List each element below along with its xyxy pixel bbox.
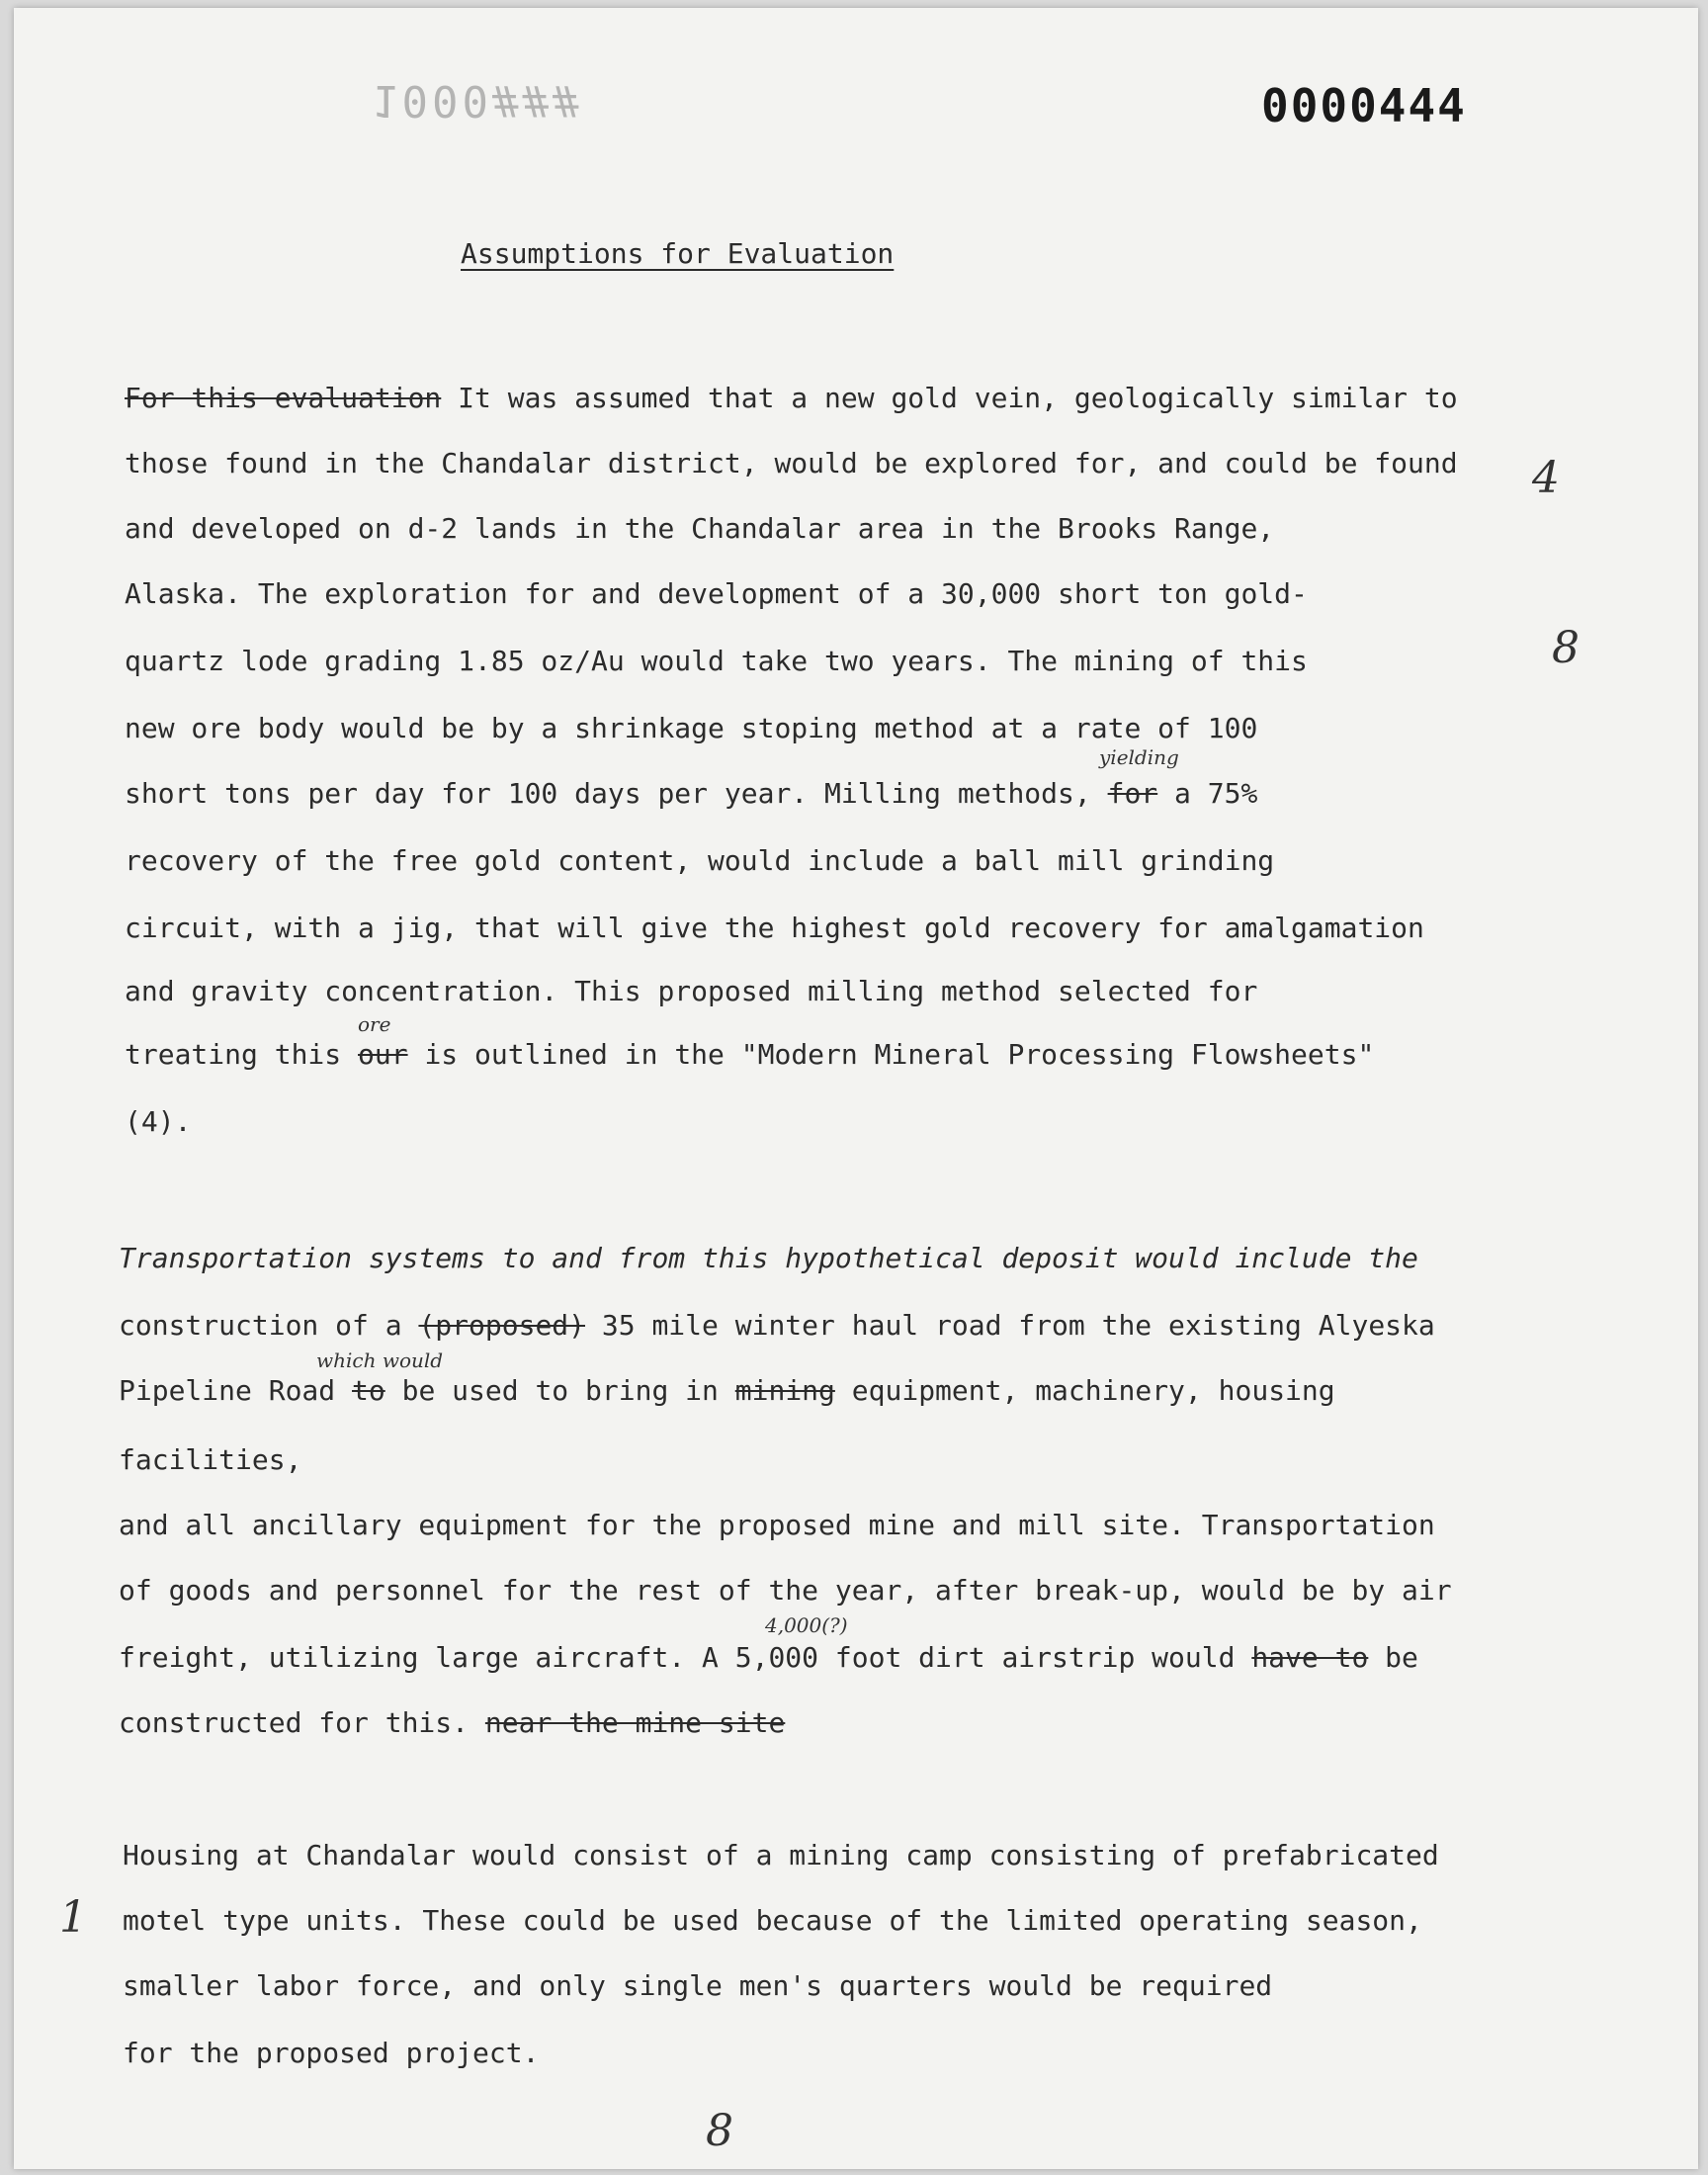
handwritten-insert-yielding: yielding xyxy=(1099,745,1179,769)
struck-near-the-mine-site: near the mine site xyxy=(484,1706,786,1739)
p2-line-7 xyxy=(119,1641,1418,1675)
p2-line-3-start: Pipeline Road xyxy=(119,1374,353,1407)
p2-line-3 xyxy=(119,1374,1335,1408)
p1-line-1 xyxy=(125,382,1458,415)
margin-note-right-mid: 8 xyxy=(1552,623,1580,673)
p1-line-11-tail: is outlined in the "Modern Mineral Processing Flowsheets" xyxy=(424,1038,1375,1071)
struck-for: for xyxy=(1107,777,1158,810)
p2-line-4: facilities, xyxy=(119,1443,302,1476)
p2-line-5: and all ancillary equipment for the proposed mine and mill site. Transportation xyxy=(119,1509,1435,1541)
p1-line-11-text: treating this xyxy=(125,1038,359,1071)
handwritten-insert-which-would: which would xyxy=(316,1348,444,1372)
p2-line-8-start: constructed for this. xyxy=(119,1706,470,1739)
p2-line-7-tail: be xyxy=(1368,1641,1418,1674)
handwritten-insert-4000: 4,000(?) xyxy=(765,1613,848,1637)
p1-line-9: circuit, with a jig, that will give the highest gold recovery for amalgamation xyxy=(125,912,1424,944)
p2-line-2 xyxy=(119,1309,1435,1343)
p1-line-1-text: It was assumed that a new gold vein, geologically similar to xyxy=(458,382,1458,414)
faint-stamp-number: 1000### xyxy=(372,75,583,126)
p2-line-2-tail: 35 mile winter haul road from the existing Alyeska xyxy=(585,1309,1435,1342)
p2-line-8 xyxy=(119,1706,785,1740)
struck-intro: For this evaluation xyxy=(125,382,442,414)
p1-line-12: (4). xyxy=(125,1105,192,1138)
p2-line-2-start: construction of a xyxy=(119,1309,419,1342)
p3-line-2: motel type units. These could be used because of the limited operating season, xyxy=(123,1904,1422,1937)
p2-line-6: of goods and personnel for the rest of the year, after break-up, would be by air xyxy=(119,1574,1452,1607)
p2-line-3-mid: be used to bring in xyxy=(384,1374,735,1407)
struck-mining: mining xyxy=(734,1374,835,1407)
margin-note-right-top: 4 xyxy=(1532,453,1560,503)
margin-note-left-bottom: 1 xyxy=(59,1892,87,1943)
p1-line-7-tail: a 75% xyxy=(1174,777,1258,810)
p1-line-3: and developed on d-2 lands in the Chandalar area in the Brooks Range, xyxy=(125,512,1275,545)
handwritten-insert-ore: ore xyxy=(358,1012,391,1036)
document-page xyxy=(14,8,1698,2169)
p1-line-2: those found in the Chandalar district, would be explored for, and could be found xyxy=(125,447,1458,479)
p1-line-7-text: short tons per day for 100 days per year. Milling methods, xyxy=(125,777,1108,810)
p3-line-4: for the proposed project. xyxy=(123,2037,540,2069)
p1-line-6: new ore body would be by a shrinkage stoping method at a rate of 100 xyxy=(125,712,1258,744)
p1-line-5: quartz lode grading 1.85 oz/Au would take two years. The mining of this xyxy=(125,645,1308,677)
page-number: 8 xyxy=(706,2106,733,2156)
document-stamp-number: 0000444 xyxy=(1261,79,1467,132)
p1-line-11 xyxy=(125,1038,1374,1072)
struck-our: our xyxy=(358,1038,408,1071)
struck-have-to: have to xyxy=(1251,1641,1369,1674)
p2-line-1: Transportation systems to and from this hypothetical deposit would include the xyxy=(119,1242,1418,1274)
p3-line-1: Housing at Chandalar would consist of a mining camp consisting of prefabricated xyxy=(123,1839,1439,1871)
p1-line-4: Alaska. The exploration for and development of a 30,000 short ton gold- xyxy=(125,577,1308,610)
page-title: Assumptions for Evaluation xyxy=(461,237,895,270)
p2-line-3-tail: equipment, machinery, housing xyxy=(834,1374,1335,1407)
struck-proposed: (proposed) xyxy=(418,1309,586,1342)
p2-line-7-start: freight, utilizing large aircraft. A 5,000 foot dirt airstrip would xyxy=(119,1641,1252,1674)
struck-to: to xyxy=(352,1374,385,1407)
p1-line-7 xyxy=(125,777,1257,811)
p1-line-8: recovery of the free gold content, would include a ball mill grinding xyxy=(125,844,1275,877)
p1-line-10: and gravity concentration. This proposed milling method selected for xyxy=(125,975,1258,1007)
p3-line-3: smaller labor force, and only single men's quarters would be required xyxy=(123,1969,1273,2002)
